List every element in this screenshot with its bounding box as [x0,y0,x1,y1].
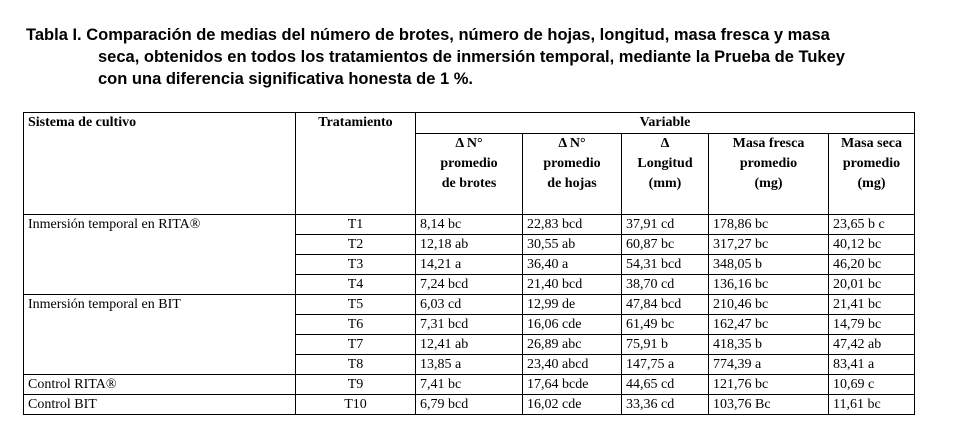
results-table [23,112,915,415]
cell-sistema: Inmersión temporal en RITA® [24,215,296,235]
cell-brotes: 12,18 ab [416,235,523,255]
cell-hojas: 16,06 cde [523,315,622,335]
cell-brotes: 12,41 ab [416,335,523,355]
header-fresca-l3: (mg) [754,176,783,191]
cell-seca: 40,12 bc [829,235,915,255]
cell-fresca: 348,05 b [709,255,829,275]
cell-fresca: 317,27 bc [709,235,829,255]
cell-fresca: 121,76 bc [709,375,829,395]
cell-sistema [24,335,296,355]
cell-sistema: Control BIT [24,395,296,415]
cell-hojas: 21,40 bcd [523,275,622,295]
cell-tratamiento: T9 [296,375,416,395]
cell-tratamiento: T6 [296,315,416,335]
header-fresca-l1: Masa fresca [732,136,805,151]
header-hojas [523,134,622,215]
table-row [24,335,915,355]
header-longitud-l3: (mm) [648,176,682,191]
cell-fresca: 418,35 b [709,335,829,355]
cell-hojas: 26,89 abc [523,335,622,355]
cell-hojas: 30,55 ab [523,235,622,255]
cell-seca: 46,20 bc [829,255,915,275]
table-row [24,235,915,255]
header-seca-l1: Masa seca [840,136,903,151]
header-hojas-l3: de hojas [547,176,597,191]
cell-fresca: 162,47 bc [709,315,829,335]
cell-longitud: 60,87 bc [622,235,709,255]
cell-longitud: 44,65 cd [622,375,709,395]
cell-tratamiento: T7 [296,335,416,355]
cell-seca: 83,41 a [829,355,915,375]
cell-fresca: 210,46 bc [709,295,829,315]
cell-sistema [24,275,296,295]
cell-brotes: 7,31 bcd [416,315,523,335]
cell-sistema: Inmersión temporal en BIT [24,295,296,315]
cell-seca: 47,42 ab [829,335,915,355]
cell-brotes: 14,21 a [416,255,523,275]
caption-line-1: Tabla I. Comparación de medias del número de brotes, número de hojas, longitud, masa fresca y masa [26,26,830,44]
cell-hojas: 12,99 de [523,295,622,315]
cell-hojas: 23,40 abcd [523,355,622,375]
cell-seca: 11,61 bc [829,395,915,415]
cell-longitud: 37,91 cd [622,215,709,235]
header-longitud-l1: Δ [660,136,670,151]
caption-line-3: con una diferencia significativa honesta de 1 %. [98,70,474,88]
header-brotes-l1: Δ N° [455,136,483,151]
cell-brotes: 6,79 bcd [416,395,523,415]
cell-tratamiento: T10 [296,395,416,415]
cell-sistema [24,315,296,335]
cell-longitud: 38,70 cd [622,275,709,295]
table-row [24,395,915,415]
cell-longitud: 54,31 bcd [622,255,709,275]
header-brotes-l2: promedio [440,156,498,171]
table-row [24,355,915,375]
header-brotes-l3: de brotes [441,176,497,191]
header-masa-seca [829,134,915,215]
header-tratamiento: Tratamiento [296,113,416,215]
cell-fresca: 103,76 Bc [709,395,829,415]
header-longitud [622,134,709,215]
cell-sistema [24,235,296,255]
table-row [24,375,915,395]
header-fresca-l2: promedio [739,156,798,171]
cell-hojas: 36,40 a [523,255,622,275]
caption-line-2: seca, obtenidos en todos los tratamientos de inmersión temporal, mediante la Prueba de Tukey [98,48,845,66]
cell-seca: 20,01 bc [829,275,915,295]
cell-tratamiento: T3 [296,255,416,275]
cell-sistema [24,255,296,275]
cell-longitud: 47,84 bcd [622,295,709,315]
cell-hojas: 17,64 bcde [523,375,622,395]
cell-longitud: 33,36 cd [622,395,709,415]
cell-sistema [24,355,296,375]
cell-seca: 14,79 bc [829,315,915,335]
table-row [24,295,915,315]
header-hojas-l1: Δ N° [558,136,586,151]
table-row [24,275,915,295]
header-brotes [416,134,523,215]
header-hojas-l2: promedio [543,156,601,171]
table-caption [26,24,951,90]
cell-brotes: 13,85 a [416,355,523,375]
header-row-1 [24,113,915,134]
cell-tratamiento: T2 [296,235,416,255]
cell-seca: 21,41 bc [829,295,915,315]
cell-tratamiento: T1 [296,215,416,235]
cell-fresca: 774,39 a [709,355,829,375]
cell-fresca: 178,86 bc [709,215,829,235]
cell-tratamiento: T8 [296,355,416,375]
cell-longitud: 61,49 bc [622,315,709,335]
table-row [24,315,915,335]
header-seca-l2: promedio [842,156,901,171]
cell-hojas: 22,83 bcd [523,215,622,235]
cell-seca: 23,65 b c [829,215,915,235]
cell-brotes: 7,24 bcd [416,275,523,295]
cell-seca: 10,69 c [829,375,915,395]
header-sistema: Sistema de cultivo [24,113,296,215]
cell-fresca: 136,16 bc [709,275,829,295]
table-row [24,255,915,275]
cell-tratamiento: T5 [296,295,416,315]
cell-hojas: 16,02 cde [523,395,622,415]
cell-brotes: 7,41 bc [416,375,523,395]
cell-longitud: 75,91 b [622,335,709,355]
cell-tratamiento: T4 [296,275,416,295]
cell-brotes: 6,03 cd [416,295,523,315]
header-masa-fresca [709,134,829,215]
header-longitud-l2: Longitud [637,156,693,171]
cell-brotes: 8,14 bc [416,215,523,235]
table-row [24,215,915,235]
cell-sistema: Control RITA® [24,375,296,395]
header-variable: Variable [416,113,915,134]
header-seca-l3: (mg) [857,176,886,191]
cell-longitud: 147,75 a [622,355,709,375]
